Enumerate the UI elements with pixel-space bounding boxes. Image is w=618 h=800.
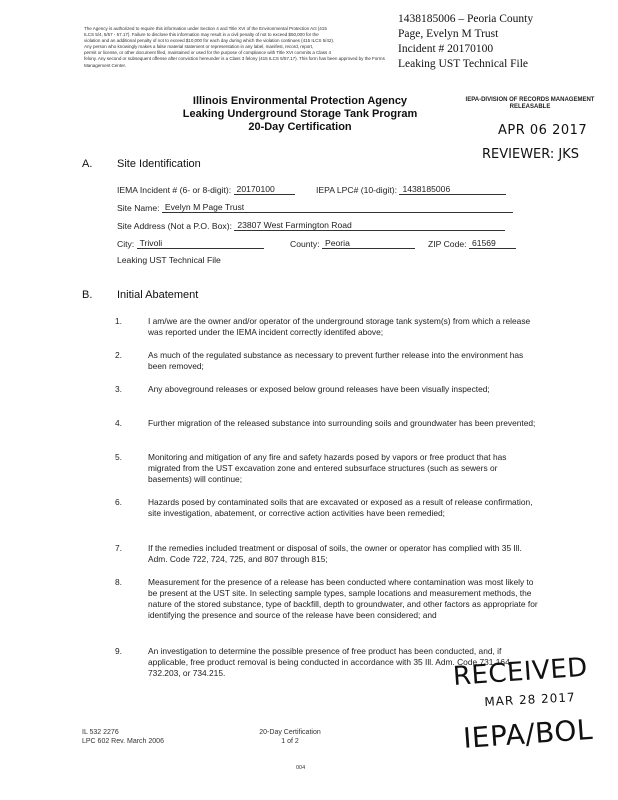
county-field[interactable]: Peoria (322, 238, 415, 249)
item-number: 5. (115, 452, 122, 462)
document-number: 004 (296, 765, 306, 771)
form-id-block (82, 729, 164, 746)
certification-item: Hazards posed by contaminated soils that are excavated or exposed as a result of release confirmation, site investigation, abatement, or corrective action activities have been remedied; (148, 497, 533, 518)
section-b-title: Initial Abatement (117, 289, 199, 301)
form-id: IL 532 2276 (82, 729, 119, 736)
page-number: 1 of 2 (281, 737, 299, 745)
site-address-field[interactable]: 23807 West Farmington Road (234, 220, 505, 231)
program-name: Leaking Underground Storage Tank Program (182, 108, 418, 120)
received-stamp: RECEIVED (452, 652, 589, 692)
handwritten-line: Incident # 20170100 (398, 43, 494, 55)
item-number: 4. (115, 418, 122, 428)
certification-item: As much of the regulated substance as necessary to prevent further release into the environment has been removed; (148, 350, 524, 371)
fine-print-line: felony. Any second or subsequent offense after conviction hereunder is a Class 3 felony (415 ILCS 5/57.17). This form has been approved by the Forms Management Center. (84, 56, 385, 68)
city-row (117, 238, 264, 249)
form-title: 20-Day Certification (248, 121, 352, 133)
item-number: 6. (115, 497, 122, 507)
section-a-letter: A. (82, 158, 93, 170)
item-number: 7. (115, 543, 122, 553)
agency-name: Illinois Environmental Protection Agency (192, 95, 408, 107)
lpc-row (316, 184, 506, 195)
section-a-title: Site Identification (117, 158, 201, 170)
county-row (290, 238, 415, 249)
footer-form-title: 20-Day Certification (259, 729, 321, 736)
handwritten-line: 1438185006 – Peoria County (398, 13, 534, 25)
site-name-row (117, 202, 513, 213)
fine-print-line: violation and an additional penalty of not to exceed $10,000 for each day during which the violation continues (415 ILCS 5/42). (84, 38, 335, 44)
certification-item: An investigation to determine the possible presence of free product has been conducted, and, if applicable, free product removal is being conducted in accordance with 35 Ill. Adm. Code 731.164, 732.203, or 734.215. (148, 646, 513, 678)
incident-number-field[interactable]: 20170100 (234, 184, 295, 195)
county-label: County: (290, 239, 320, 249)
handwritten-line: Page, Evelyn M Trust (398, 28, 499, 40)
incident-label: IEMA Incident # (6- or 8-digit): (117, 185, 232, 195)
zip-row (428, 238, 516, 249)
certification-item: Any aboveground releases or exposed below ground releases have been visually inspected; (148, 384, 490, 394)
city-field[interactable]: Trivoli (137, 238, 264, 249)
disclosure-fine-print (84, 26, 390, 69)
releasable-stamp (460, 97, 600, 111)
certification-item: Further migration of the released substance into surrounding soils and groundwater has been prevented; (148, 418, 536, 428)
city-label: City: (117, 239, 135, 249)
received-date-stamp: MAR 28 2017 (484, 690, 576, 709)
zip-field[interactable]: 61569 (469, 238, 516, 249)
fine-print-line: permit or license, or other document filed, maintained or used for the purpose of compliance with Title XVI commits a Class 4 (84, 50, 332, 56)
release-date-stamp: APR 06 2017 (498, 123, 588, 138)
handwritten-line: Leaking UST Technical File (398, 58, 529, 70)
item-number: 8. (115, 577, 122, 587)
releasable-label: RELEASABLE (509, 104, 551, 110)
footer-center (230, 729, 350, 746)
incident-row (117, 184, 295, 195)
zip-label: ZIP Code: (428, 239, 467, 249)
handwritten-file-note (398, 12, 614, 72)
item-number: 9. (115, 646, 122, 656)
site-name-label: Site Name: (117, 203, 160, 213)
certification-item: I am/we are the owner and/or operator of the underground storage tank system(s) from which a release was reported under the IEMA incident correctly identifed above; (148, 316, 531, 337)
records-division: IEPA-DIVISION OF RECORDS MANAGEMENT (465, 97, 595, 103)
fine-print-line: Any person who knowingly makes a false material statement or representation in any label, manifest, record, report, (84, 44, 314, 50)
certification-item: Monitoring and mitigation of any fire and safety hazards posed by vapors or free product that has migrated from the UST excavation zone and entered subsurface structures (such as sewers or basements) will continue; (148, 452, 507, 484)
item-number: 3. (115, 384, 122, 394)
iepa-bol-stamp: IEPA/BOL (462, 712, 594, 755)
reviewer-stamp: REVIEWER: JKS (482, 147, 580, 162)
site-address-label: Site Address (Not a P.O. Box): (117, 221, 232, 231)
lpc-number-field[interactable]: 1438185006 (399, 184, 506, 195)
fine-print-line: The Agency is authorized to require this information under Section 4 and Title XVI of the Environmental Protection Act (415 (84, 26, 327, 31)
item-number: 2. (115, 350, 122, 360)
certification-item: Measurement for the presence of a release has been conducted where contamination was most likely to be present at the UST site. In selecting sample types, sample locations and measurement methods, the nature of the stored substance, type of backfill, depth to groundwater, and other factors as appropriate for identifying the presence and source of the release have been considered; and (148, 577, 538, 620)
item-number: 1. (115, 316, 122, 326)
fine-print-line: ILCS 5/4, 5/57 - 57.17). Failure to disclose this information may result in a civil penalty of not to exceed $50,000 for the (84, 32, 319, 38)
certification-item: If the remedies included treatment or disposal of soils, the owner or operator has complied with 35 Ill. Adm. Code 722, 724, 725, and 807 through 815; (148, 543, 522, 564)
file-type-label: Leaking UST Technical File (117, 255, 221, 265)
site-address-row (117, 220, 505, 231)
site-name-field[interactable]: Evelyn M Page Trust (162, 202, 513, 213)
document-title (150, 95, 450, 134)
lpc-label: IEPA LPC# (10-digit): (316, 185, 398, 195)
section-b-letter: B. (82, 289, 93, 301)
form-revision: LPC 602 Rev. March 2006 (82, 737, 164, 745)
